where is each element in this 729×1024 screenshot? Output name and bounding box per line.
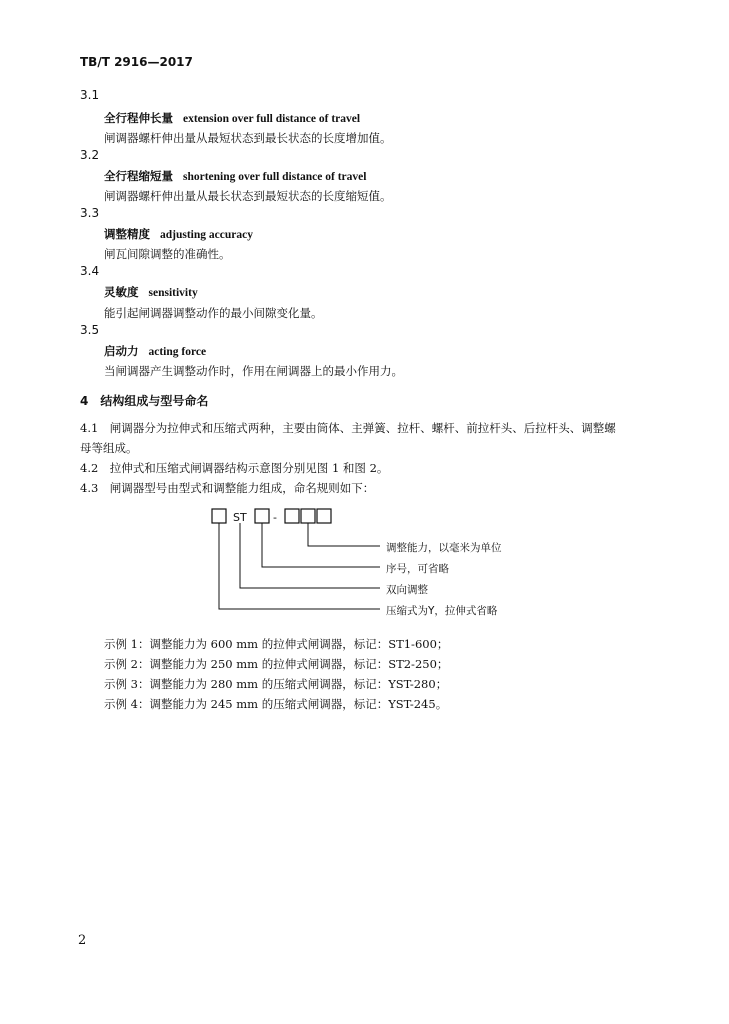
term-chinese: 调整精度 [104, 227, 150, 241]
example-1: 示例 1：调整能力为 600 mm 的拉伸式闸调器，标记：ST1-600； [104, 637, 449, 651]
term-definition: 闸瓦间隙调整的准确性。 [104, 247, 231, 261]
section-heading: 4 结构组成与型号命名 [80, 394, 209, 408]
st-label: ST [233, 511, 247, 524]
paragraph-4-2: 4.2 拉伸式和压缩式闸调器结构示意图分别见图 1 和图 2。 [80, 461, 389, 475]
prefix-leader-line [219, 523, 380, 609]
paragraph-4-3: 4.3 闸调器型号由型式和调整能力组成，命名规则如下： [80, 481, 375, 495]
paragraph-4-1: 4.1 闸调器分为拉伸式和压缩式两种，主要由筒体、主弹簧、拉杆、螺杆、前拉杆头、后拉杆头、调整螺 [80, 421, 616, 435]
clause-number: 3.1 [80, 88, 100, 102]
clause-number: 3.2 [80, 148, 100, 162]
term-chinese: 灵敏度 [104, 285, 139, 299]
example-4: 示例 4：调整能力为 245 mm 的压缩式闸调器，标记：YST-245。 [104, 697, 448, 711]
capacity-box-3 [317, 509, 331, 523]
term-english: extension over full distance of travel [183, 113, 361, 125]
serial-leader-line [262, 523, 380, 567]
legend-type: 压缩式为Y，拉伸式省略 [386, 605, 498, 617]
clause-number: 3.4 [80, 264, 100, 278]
term-definition: 闸调器螺杆伸出量从最短状态到最长状态的长度增加值。 [104, 131, 392, 145]
term-english: adjusting accuracy [160, 229, 253, 241]
serial-box [255, 509, 269, 523]
clause-number: 3.3 [80, 206, 100, 220]
dash-label: - [273, 511, 277, 524]
term-english: sensitivity [148, 287, 198, 299]
clause-number: 3.5 [80, 323, 100, 337]
capacity-leader-line [308, 523, 380, 546]
page-number: 2 [78, 933, 87, 948]
paragraph-4-1-continued: 母等组成。 [80, 441, 138, 455]
example-3: 示例 3：调整能力为 280 mm 的压缩式闸调器，标记：YST-280； [104, 677, 448, 691]
term-definition: 能引起闸调器调整动作的最小间隙变化量。 [104, 306, 323, 320]
prefix-box [212, 509, 226, 523]
st-leader-line [240, 523, 380, 588]
capacity-box-1 [285, 509, 299, 523]
term-english: acting force [148, 346, 207, 358]
term-english: shortening over full distance of travel [183, 171, 367, 183]
term-chinese: 全行程伸长量 [104, 111, 173, 125]
example-2: 示例 2：调整能力为 250 mm 的拉伸式闸调器，标记：ST2-250； [104, 657, 449, 671]
legend-capacity: 调整能力，以毫米为单位 [386, 542, 502, 554]
term-chinese: 启动力 [104, 344, 139, 358]
document-code: TB/T 2916—2017 [80, 55, 193, 69]
legend-serial: 序号，可省略 [386, 563, 449, 575]
capacity-box-2 [301, 509, 315, 523]
term-definition: 闸调器螺杆伸出量从最长状态到最短状态的长度缩短值。 [104, 189, 392, 203]
legend-bidirectional: 双向调整 [386, 584, 428, 596]
term-definition: 当闸调器产生调整动作时，作用在闸调器上的最小作用力。 [104, 364, 403, 378]
term-chinese: 全行程缩短量 [104, 169, 173, 183]
